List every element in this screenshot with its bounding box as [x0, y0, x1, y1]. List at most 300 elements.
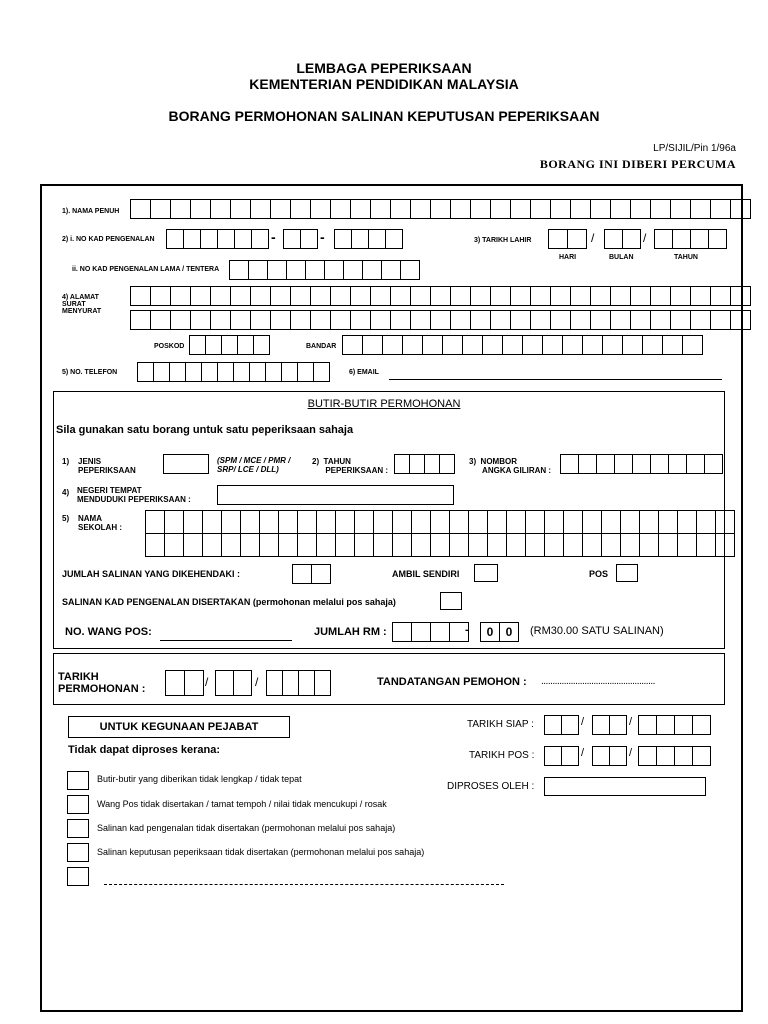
character-box[interactable] [631, 199, 651, 219]
character-box[interactable] [191, 310, 211, 330]
character-box[interactable] [450, 510, 469, 534]
character-box[interactable] [507, 533, 526, 557]
character-box[interactable] [507, 510, 526, 534]
character-box[interactable] [391, 310, 411, 330]
character-box[interactable] [394, 454, 410, 474]
character-box[interactable] [383, 335, 403, 355]
character-box[interactable] [431, 533, 450, 557]
character-box[interactable] [697, 533, 716, 557]
character-box[interactable] [355, 533, 374, 557]
ic-copy-checkbox[interactable] [440, 592, 462, 610]
character-box[interactable] [571, 286, 591, 306]
character-box[interactable] [683, 335, 703, 355]
character-box[interactable] [651, 310, 671, 330]
character-box[interactable] [544, 715, 562, 735]
character-box[interactable] [371, 286, 391, 306]
character-box[interactable] [425, 454, 440, 474]
application-year-boxes[interactable] [266, 670, 331, 696]
character-box[interactable] [203, 510, 222, 534]
character-box[interactable] [450, 533, 469, 557]
reason-other-checkbox[interactable] [67, 867, 89, 886]
character-box[interactable] [331, 310, 351, 330]
character-box[interactable] [299, 670, 315, 696]
character-box[interactable] [640, 533, 659, 557]
character-box[interactable] [336, 533, 355, 557]
character-box[interactable] [451, 286, 471, 306]
character-box[interactable] [583, 510, 602, 534]
character-box[interactable] [669, 454, 687, 474]
character-box[interactable] [298, 510, 317, 534]
character-box[interactable] [312, 564, 331, 584]
character-box[interactable] [251, 310, 271, 330]
character-box[interactable] [571, 310, 591, 330]
old-ic-boxes[interactable] [229, 260, 420, 280]
character-box[interactable] [711, 310, 731, 330]
character-box[interactable] [130, 199, 151, 219]
character-box[interactable] [592, 715, 610, 735]
character-box[interactable] [602, 510, 621, 534]
character-box[interactable] [229, 260, 249, 280]
character-box[interactable] [564, 510, 583, 534]
ready-day-boxes[interactable] [544, 715, 579, 735]
character-box[interactable] [610, 746, 627, 766]
character-box[interactable] [543, 335, 563, 355]
character-box[interactable] [705, 454, 723, 474]
character-box[interactable] [471, 286, 491, 306]
character-box[interactable] [671, 310, 691, 330]
character-box[interactable] [184, 229, 201, 249]
character-box[interactable] [687, 454, 705, 474]
character-box[interactable] [531, 286, 551, 306]
character-box[interactable] [266, 670, 283, 696]
school-name-boxes-1[interactable] [145, 510, 735, 534]
character-box[interactable] [431, 622, 450, 642]
character-box[interactable] [562, 715, 579, 735]
character-box[interactable] [291, 286, 311, 306]
character-box[interactable] [374, 510, 393, 534]
character-box[interactable] [663, 335, 683, 355]
processed-by-field[interactable] [544, 777, 706, 796]
character-box[interactable] [691, 286, 711, 306]
character-box[interactable] [511, 310, 531, 330]
character-box[interactable] [469, 510, 488, 534]
character-box[interactable] [151, 286, 171, 306]
character-box[interactable] [451, 199, 471, 219]
character-box[interactable] [591, 199, 611, 219]
character-box[interactable] [483, 335, 503, 355]
character-box[interactable] [325, 260, 344, 280]
character-box[interactable] [491, 199, 511, 219]
character-box[interactable] [671, 199, 691, 219]
applicant-signature-line[interactable]: .................................................. [541, 676, 655, 687]
character-box[interactable] [351, 310, 371, 330]
character-box[interactable] [315, 670, 331, 696]
character-box[interactable] [443, 335, 463, 355]
character-box[interactable] [488, 510, 507, 534]
character-box[interactable] [222, 335, 238, 355]
character-box[interactable] [693, 715, 711, 735]
character-box[interactable] [145, 533, 165, 557]
character-box[interactable] [283, 229, 301, 249]
character-box[interactable] [571, 199, 591, 219]
full-name-boxes[interactable] [130, 199, 751, 219]
character-box[interactable] [234, 670, 252, 696]
ready-month-boxes[interactable] [592, 715, 627, 735]
post-day-boxes[interactable] [544, 746, 579, 766]
reason-other-line[interactable] [104, 884, 504, 885]
character-box[interactable] [391, 199, 411, 219]
character-box[interactable] [317, 510, 336, 534]
character-box[interactable] [440, 454, 455, 474]
character-box[interactable] [711, 199, 731, 219]
character-box[interactable] [643, 335, 663, 355]
character-box[interactable] [241, 533, 260, 557]
index-number-boxes[interactable] [560, 454, 723, 474]
character-box[interactable] [659, 510, 678, 534]
character-box[interactable] [623, 335, 643, 355]
character-box[interactable] [471, 199, 491, 219]
character-box[interactable] [651, 199, 671, 219]
character-box[interactable] [526, 510, 545, 534]
character-box[interactable] [211, 199, 231, 219]
character-box[interactable] [731, 199, 751, 219]
character-box[interactable] [249, 260, 268, 280]
character-box[interactable] [371, 199, 391, 219]
character-box[interactable] [392, 622, 412, 642]
character-box[interactable] [386, 229, 403, 249]
character-box[interactable] [331, 199, 351, 219]
character-box[interactable] [235, 229, 252, 249]
character-box[interactable] [412, 510, 431, 534]
character-box[interactable] [545, 533, 564, 557]
character-box[interactable] [412, 533, 431, 557]
character-box[interactable] [166, 229, 184, 249]
character-box[interactable] [202, 362, 218, 382]
self-collect-checkbox[interactable] [474, 564, 498, 582]
character-box[interactable] [611, 310, 631, 330]
character-box[interactable] [563, 335, 583, 355]
character-box[interactable] [523, 335, 543, 355]
character-box[interactable] [260, 510, 279, 534]
character-box[interactable] [638, 715, 657, 735]
character-box[interactable] [189, 335, 206, 355]
character-box[interactable] [610, 715, 627, 735]
character-box[interactable] [657, 715, 675, 735]
application-month-boxes[interactable] [215, 670, 252, 696]
character-box[interactable] [693, 746, 711, 766]
character-box[interactable] [211, 310, 231, 330]
character-box[interactable] [597, 454, 615, 474]
character-box[interactable] [250, 362, 266, 382]
character-box[interactable] [491, 310, 511, 330]
character-box[interactable] [154, 362, 170, 382]
character-box[interactable] [151, 310, 171, 330]
character-box[interactable] [301, 229, 318, 249]
character-box[interactable] [344, 260, 363, 280]
character-box[interactable] [171, 199, 191, 219]
character-box[interactable] [222, 510, 241, 534]
address-line-1-boxes[interactable] [130, 286, 751, 306]
character-box[interactable] [411, 199, 431, 219]
character-box[interactable] [431, 286, 451, 306]
character-box[interactable] [716, 510, 735, 534]
character-box[interactable] [602, 533, 621, 557]
character-box[interactable] [268, 260, 287, 280]
ic-boxes-part2[interactable] [283, 229, 318, 249]
character-box[interactable] [410, 454, 425, 474]
character-box[interactable] [271, 286, 291, 306]
character-box[interactable] [231, 310, 251, 330]
character-box[interactable] [716, 533, 735, 557]
character-box[interactable] [336, 510, 355, 534]
character-box[interactable] [651, 454, 669, 474]
character-box[interactable] [342, 335, 363, 355]
ic-boxes-part1[interactable] [166, 229, 269, 249]
postcode-boxes[interactable] [189, 335, 270, 355]
character-box[interactable] [544, 746, 562, 766]
copies-boxes[interactable] [292, 564, 331, 584]
character-box[interactable] [279, 533, 298, 557]
character-box[interactable] [545, 510, 564, 534]
character-box[interactable] [130, 286, 151, 306]
character-box[interactable] [675, 715, 693, 735]
exam-state-field[interactable] [217, 485, 454, 505]
character-box[interactable] [615, 454, 633, 474]
character-box[interactable] [231, 286, 251, 306]
character-box[interactable] [171, 286, 191, 306]
character-box[interactable] [697, 510, 716, 534]
character-box[interactable] [251, 199, 271, 219]
character-box[interactable] [374, 533, 393, 557]
character-box[interactable] [271, 199, 291, 219]
character-box[interactable] [355, 510, 374, 534]
email-line[interactable] [389, 379, 722, 380]
character-box[interactable] [231, 199, 251, 219]
character-box[interactable] [201, 229, 218, 249]
character-box[interactable] [186, 362, 202, 382]
character-box[interactable] [234, 362, 250, 382]
character-box[interactable] [371, 310, 391, 330]
character-box[interactable] [691, 229, 709, 249]
character-box[interactable] [568, 229, 587, 249]
character-box[interactable] [165, 510, 184, 534]
character-box[interactable] [266, 362, 282, 382]
character-box[interactable] [691, 199, 711, 219]
character-box[interactable] [631, 286, 651, 306]
character-box[interactable] [531, 199, 551, 219]
character-box[interactable] [551, 199, 571, 219]
character-box[interactable] [731, 286, 751, 306]
character-box[interactable] [369, 229, 386, 249]
character-box[interactable] [185, 670, 204, 696]
character-box[interactable] [191, 286, 211, 306]
character-box[interactable] [363, 335, 383, 355]
character-box[interactable] [431, 310, 451, 330]
character-box[interactable] [579, 454, 597, 474]
character-box[interactable] [640, 510, 659, 534]
dob-day-boxes[interactable] [548, 229, 587, 249]
character-box[interactable] [282, 362, 298, 382]
character-box[interactable] [317, 533, 336, 557]
character-box[interactable] [423, 335, 443, 355]
application-day-boxes[interactable] [165, 670, 204, 696]
character-box[interactable] [401, 260, 420, 280]
character-box[interactable] [511, 199, 531, 219]
postal-order-line[interactable] [160, 640, 292, 641]
character-box[interactable] [351, 199, 371, 219]
character-box[interactable] [211, 286, 231, 306]
character-box[interactable] [621, 533, 640, 557]
character-box[interactable] [279, 510, 298, 534]
character-box[interactable] [241, 510, 260, 534]
character-box[interactable] [678, 533, 697, 557]
character-box[interactable] [603, 335, 623, 355]
character-box[interactable] [251, 286, 271, 306]
character-box[interactable] [311, 310, 331, 330]
character-box[interactable] [659, 533, 678, 557]
character-box[interactable] [163, 454, 209, 474]
character-box[interactable] [184, 533, 203, 557]
character-box[interactable] [491, 286, 511, 306]
character-box[interactable] [363, 260, 382, 280]
character-box[interactable] [731, 310, 751, 330]
character-box[interactable] [391, 286, 411, 306]
character-box[interactable] [463, 335, 483, 355]
character-box[interactable] [411, 310, 431, 330]
character-box[interactable] [638, 746, 657, 766]
character-box[interactable] [488, 533, 507, 557]
character-box[interactable] [431, 510, 450, 534]
reason-2-checkbox[interactable] [67, 795, 89, 814]
character-box[interactable] [592, 746, 610, 766]
character-box[interactable] [222, 533, 241, 557]
character-box[interactable] [651, 286, 671, 306]
character-box[interactable] [215, 670, 234, 696]
character-box[interactable] [511, 286, 531, 306]
character-box[interactable] [382, 260, 401, 280]
character-box[interactable] [551, 310, 571, 330]
character-box[interactable] [673, 229, 691, 249]
character-box[interactable] [591, 286, 611, 306]
character-box[interactable] [331, 286, 351, 306]
character-box[interactable] [311, 286, 331, 306]
by-post-checkbox[interactable] [616, 564, 638, 582]
school-name-boxes-2[interactable] [145, 533, 735, 557]
character-box[interactable] [287, 260, 306, 280]
post-month-boxes[interactable] [592, 746, 627, 766]
character-box[interactable] [711, 286, 731, 306]
character-box[interactable] [271, 310, 291, 330]
character-box[interactable] [548, 229, 568, 249]
character-box[interactable] [531, 310, 551, 330]
post-year-boxes[interactable] [638, 746, 711, 766]
character-box[interactable] [709, 229, 727, 249]
character-box[interactable] [170, 362, 186, 382]
character-box[interactable] [145, 510, 165, 534]
character-box[interactable] [206, 335, 222, 355]
character-box[interactable] [412, 622, 431, 642]
ready-year-boxes[interactable] [638, 715, 711, 735]
character-box[interactable] [671, 286, 691, 306]
total-amount-boxes[interactable] [392, 622, 469, 642]
character-box[interactable] [191, 199, 211, 219]
character-box[interactable] [654, 229, 673, 249]
character-box[interactable] [351, 286, 371, 306]
character-box[interactable] [411, 286, 431, 306]
character-box[interactable] [551, 286, 571, 306]
character-box[interactable] [254, 335, 270, 355]
character-box[interactable] [560, 454, 579, 474]
character-box[interactable] [252, 229, 269, 249]
character-box[interactable] [393, 533, 412, 557]
character-box[interactable] [691, 310, 711, 330]
character-box[interactable] [633, 454, 651, 474]
character-box[interactable] [469, 533, 488, 557]
character-box[interactable] [298, 362, 314, 382]
character-box[interactable] [621, 510, 640, 534]
character-box[interactable] [311, 199, 331, 219]
address-line-2-boxes[interactable] [130, 310, 751, 330]
reason-4-checkbox[interactable] [67, 843, 89, 862]
character-box[interactable] [403, 335, 423, 355]
character-box[interactable] [334, 229, 352, 249]
character-box[interactable] [203, 533, 222, 557]
character-box[interactable] [591, 310, 611, 330]
character-box[interactable] [218, 229, 235, 249]
ic-boxes-part3[interactable] [334, 229, 403, 249]
character-box[interactable] [171, 310, 191, 330]
character-box[interactable] [218, 362, 234, 382]
character-box[interactable] [292, 564, 312, 584]
character-box[interactable] [151, 199, 171, 219]
character-box[interactable] [260, 533, 279, 557]
character-box[interactable] [137, 362, 154, 382]
character-box[interactable] [352, 229, 369, 249]
character-box[interactable] [675, 746, 693, 766]
character-box[interactable] [623, 229, 641, 249]
character-box[interactable] [562, 746, 579, 766]
character-box[interactable] [657, 746, 675, 766]
character-box[interactable] [165, 533, 184, 557]
character-box[interactable] [526, 533, 545, 557]
reason-3-checkbox[interactable] [67, 819, 89, 838]
dob-month-boxes[interactable] [604, 229, 641, 249]
character-box[interactable] [283, 670, 299, 696]
phone-boxes[interactable] [137, 362, 330, 382]
character-box[interactable] [564, 533, 583, 557]
dob-year-boxes[interactable] [654, 229, 727, 249]
character-box[interactable] [611, 286, 631, 306]
character-box[interactable] [431, 199, 451, 219]
character-box[interactable] [503, 335, 523, 355]
character-box[interactable] [451, 310, 471, 330]
character-box[interactable] [678, 510, 697, 534]
character-box[interactable] [130, 310, 151, 330]
character-box[interactable] [393, 510, 412, 534]
character-box[interactable] [184, 510, 203, 534]
city-boxes[interactable] [342, 335, 703, 355]
character-box[interactable] [306, 260, 325, 280]
character-box[interactable] [298, 533, 317, 557]
reason-1-checkbox[interactable] [67, 771, 89, 790]
character-box[interactable] [611, 199, 631, 219]
character-box[interactable] [238, 335, 254, 355]
character-box[interactable] [583, 335, 603, 355]
character-box[interactable] [165, 670, 185, 696]
character-box[interactable] [471, 310, 491, 330]
character-box[interactable] [291, 310, 311, 330]
exam-type-box[interactable] [163, 454, 209, 474]
